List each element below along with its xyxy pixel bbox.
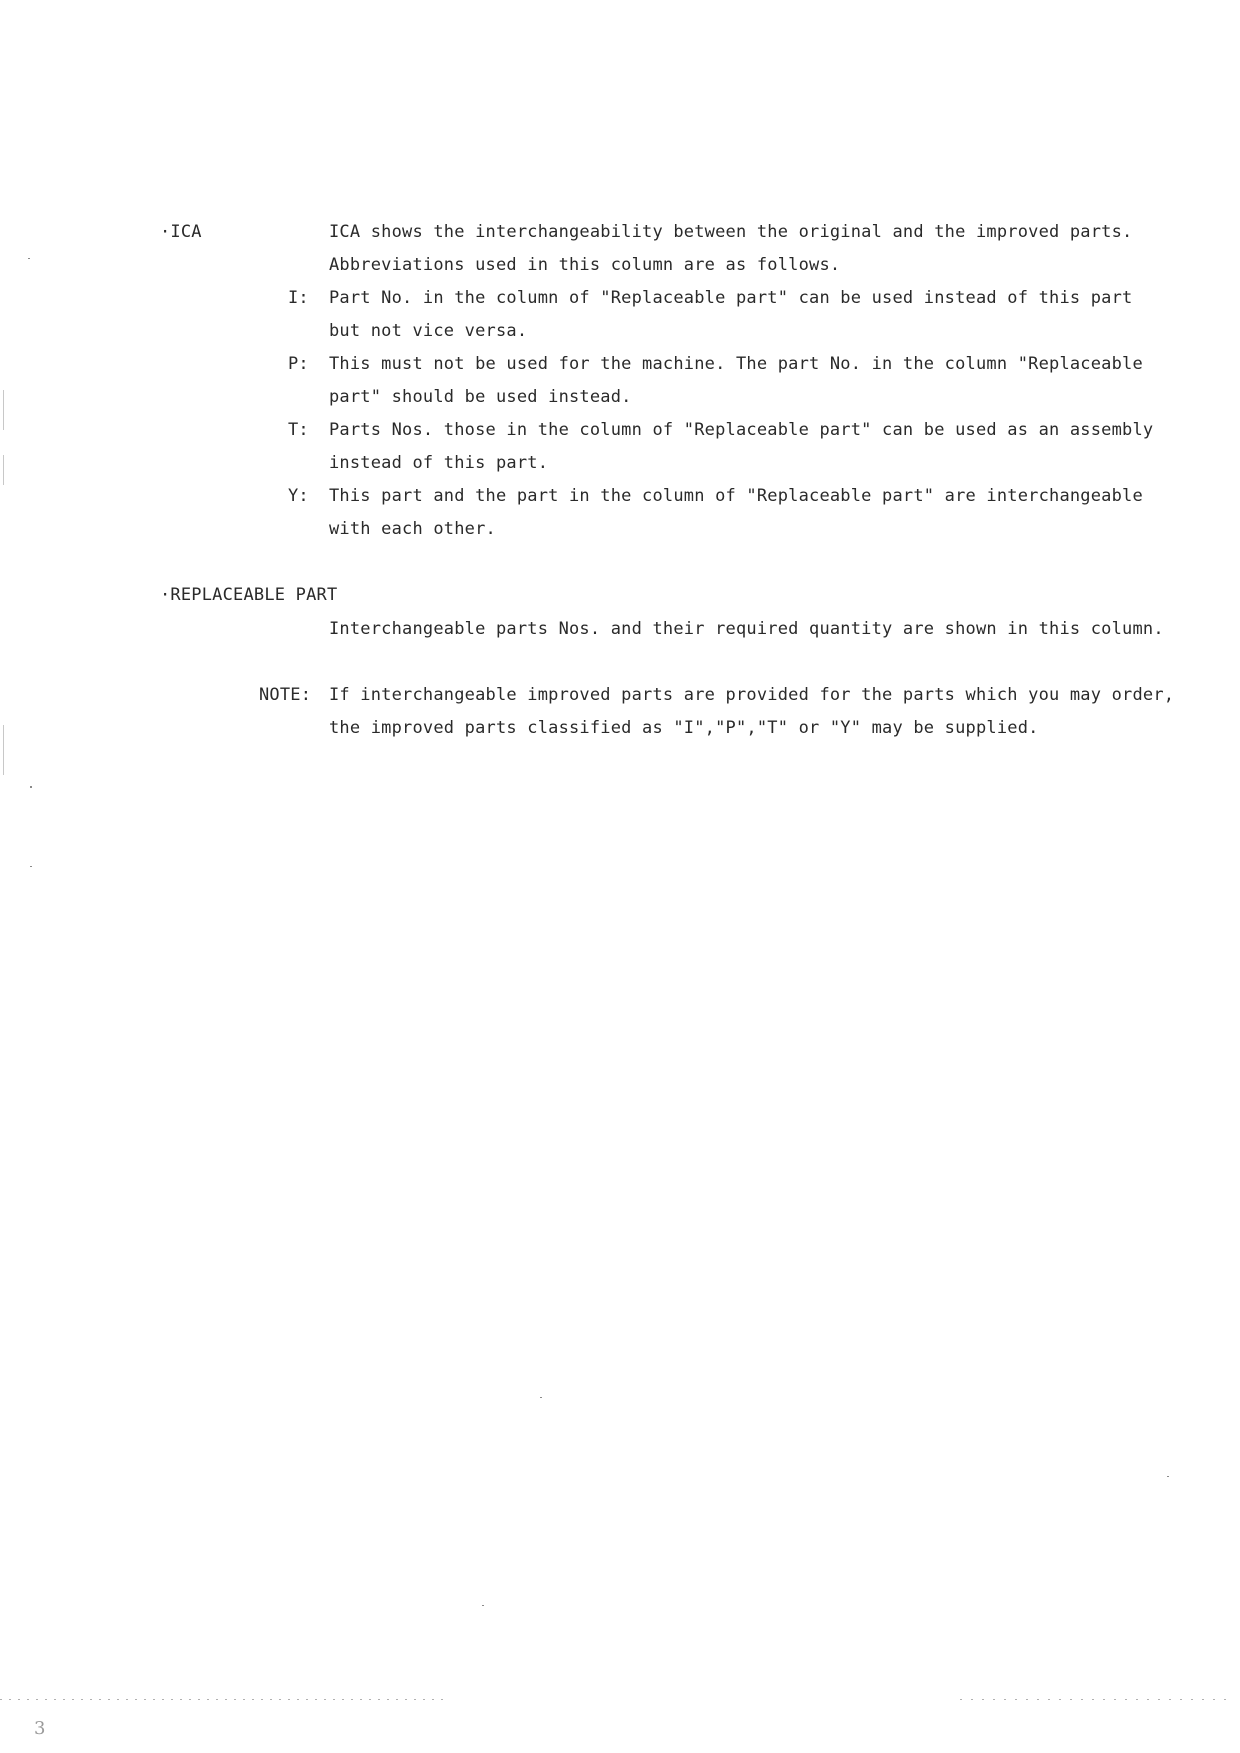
ica-description-line-1: ICA shows the interchangeability between the original and the improved parts.: [329, 222, 1133, 242]
scan-speck: [1167, 1476, 1169, 1477]
ica-code-y-line-2: with each other.: [329, 519, 496, 539]
scan-speck: [540, 1397, 542, 1398]
scan-speck: [30, 786, 32, 788]
ica-code-y-line-1: This part and the part in the column of "Replaceable part" are interchangeable: [329, 486, 1143, 506]
ica-heading: ·ICA: [160, 222, 202, 242]
ica-code-t-line-2: instead of this part.: [329, 453, 549, 473]
ica-code-i-line-1: Part No. in the column of "Replaceable part" can be used instead of this part: [329, 288, 1133, 308]
ica-code-i-line-2: but not vice versa.: [329, 321, 528, 341]
replaceable-part-description: Interchangeable parts Nos. and their required quantity are shown in this column.: [329, 619, 1164, 639]
note-line-2: the improved parts classified as "I","P","T" or "Y" may be supplied.: [329, 718, 1039, 738]
scan-speck: [3, 455, 4, 485]
page-number: 3: [34, 1718, 46, 1739]
scan-speck: [3, 390, 4, 430]
scan-dotted-line: [0, 1699, 450, 1700]
ica-description-line-2: Abbreviations used in this column are as follows.: [329, 255, 841, 275]
ica-code-p: P:: [288, 354, 309, 374]
ica-code-p-line-1: This must not be used for the machine. The part No. in the column "Replaceable: [329, 354, 1143, 374]
scan-speck: [3, 725, 4, 775]
scan-speck: [28, 258, 30, 259]
ica-code-t-line-1: Parts Nos. those in the column of "Replaceable part" can be used as an assembly: [329, 420, 1154, 440]
scan-dotted-line: [960, 1699, 1230, 1700]
ica-code-y: Y:: [288, 486, 309, 506]
scan-speck: [482, 1605, 484, 1606]
note-line-1: If interchangeable improved parts are provided for the parts which you may order,: [329, 685, 1175, 705]
ica-code-i: I:: [288, 288, 309, 308]
scan-speck: [30, 866, 32, 867]
ica-code-p-line-2: part" should be used instead.: [329, 387, 632, 407]
replaceable-part-heading: ·REPLACEABLE PART: [160, 585, 338, 605]
ica-code-t: T:: [288, 420, 309, 440]
note-label: NOTE:: [259, 685, 312, 705]
